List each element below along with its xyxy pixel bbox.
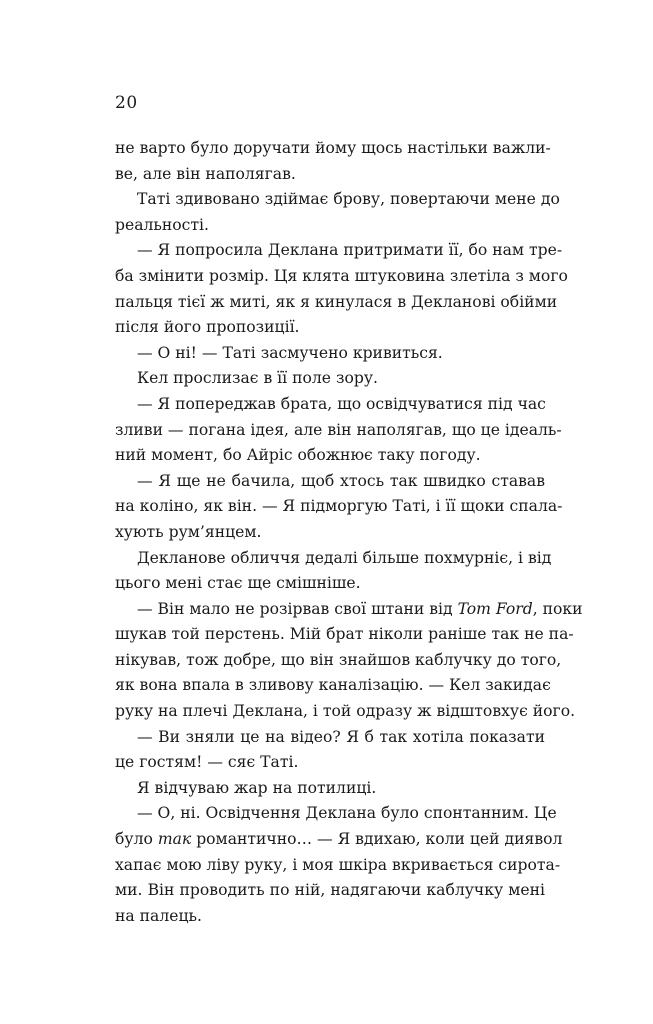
text-line: після його пропозиції. bbox=[115, 318, 300, 337]
italic-text: Tom Ford bbox=[457, 599, 533, 618]
text-line: — О, ні. Освідчення Деклана було спонтанним. Це bbox=[137, 804, 557, 823]
text-line: це гостям! — сяє Таті. bbox=[115, 753, 299, 772]
text-line: як вона впала в зливову каналізацію. — Кел закидає bbox=[115, 676, 551, 695]
text-line: Декланове обличчя дедалі більше похмурніє, і від bbox=[137, 548, 552, 567]
text-line bbox=[115, 827, 563, 853]
text-line: нікував, тож добре, що він знайшов каблучку до того, bbox=[115, 650, 562, 669]
text-line: на коліно, як він. — Я підморгую Таті, і її щоки спала- bbox=[115, 497, 563, 516]
text-segment: було bbox=[115, 830, 158, 849]
text-line: ми. Він проводить по ній, надягаючи каблучку мені bbox=[115, 881, 545, 900]
text-line: Я відчуваю жар на потилиці. bbox=[137, 778, 377, 797]
text-line: шукав той перстень. Мій брат ніколи раніше так не па- bbox=[115, 625, 574, 644]
text-line: руку на плечі Деклана, і той одразу ж відштовхує його. bbox=[115, 702, 576, 721]
text-line: — Я ще не бачила, щоб хтось так швидко ставав bbox=[137, 471, 545, 490]
text-line: хують рум’янцем. bbox=[115, 522, 262, 541]
text-line: ба змінити розмір. Ця клята штуковина злетіла з мого bbox=[115, 266, 568, 285]
text-segment: , поки bbox=[532, 599, 583, 618]
text-line: реальності. bbox=[115, 215, 209, 234]
body-text bbox=[115, 136, 583, 929]
text-line: Таті здивовано здіймає брову, повертаючи мене до bbox=[137, 190, 560, 209]
text-line: не варто було доручати йому щось настільки важли- bbox=[115, 139, 551, 157]
text-line: — Я попросила Деклана притримати її, бо нам тре- bbox=[137, 241, 563, 260]
text-line: ве, але він наполягав. bbox=[115, 164, 296, 183]
italic-text: так bbox=[157, 830, 192, 849]
text-line: — Я попереджав брата, що освідчуватися під час bbox=[137, 394, 546, 413]
text-line bbox=[115, 597, 583, 623]
text-segment: — Він мало не розірвав свої штани від bbox=[137, 599, 458, 618]
text-line: ний момент, бо Айріс обожнює таку погоду. bbox=[115, 446, 481, 465]
text-line: — Ви зняли це на відео? Я б так хотіла показати bbox=[137, 727, 545, 746]
text-line: Кел прослизає в її поле зору. bbox=[137, 369, 378, 388]
page-number: 20 bbox=[115, 93, 138, 113]
text-line: цього мені стає ще смішніше. bbox=[115, 574, 361, 593]
text-line: зливи — погана ідея, але він наполягав, що це ідеаль- bbox=[115, 420, 562, 439]
text-line: на палець. bbox=[115, 906, 202, 925]
text-line: хапає мою ліву руку, і моя шкіра вкривається сирота- bbox=[115, 855, 561, 874]
text-segment: романтично… — Я вдихаю, коли цей диявол bbox=[191, 830, 563, 849]
text-line: пальця тієї ж миті, як я кинулася в Декланові обійми bbox=[115, 292, 558, 311]
text-line: — О ні! — Таті засмучено кривиться. bbox=[137, 343, 443, 362]
